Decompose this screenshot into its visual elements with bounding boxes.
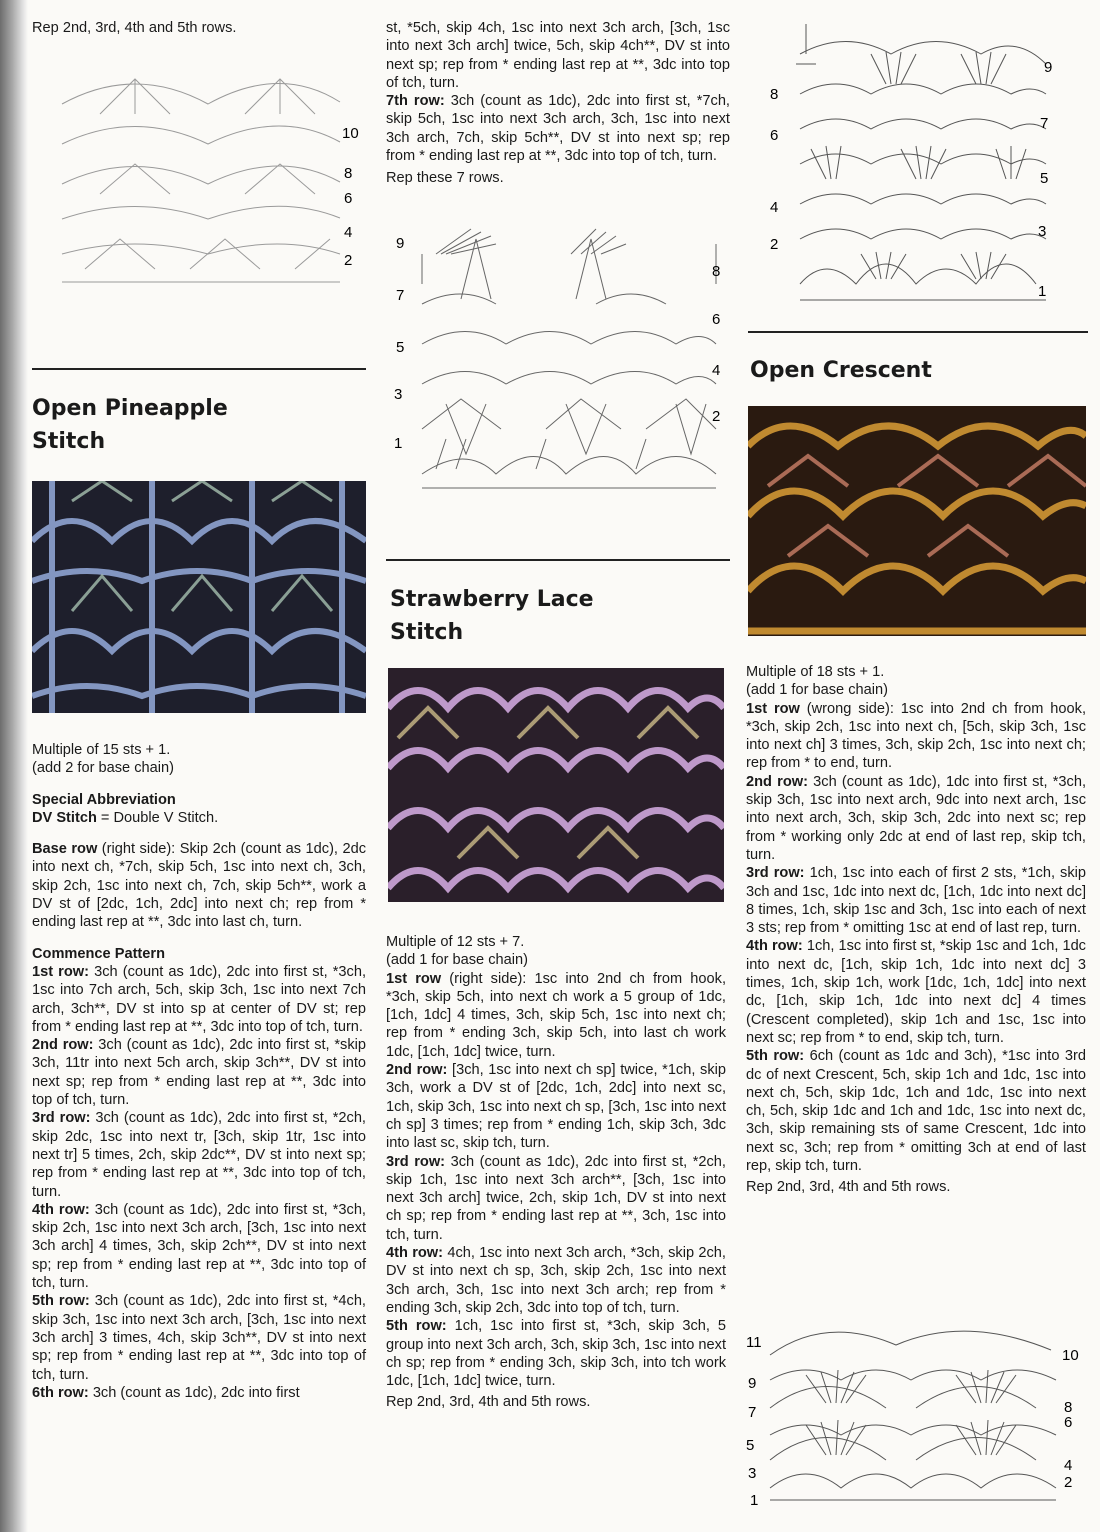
row-instruction: 1st row (right side): 1sc into 2nd ch from hook, *3ch, skip 5ch, into next ch work a 5 group of 1dc, [1ch, 1dc] 4 times, 3ch, skip 5ch, 1sc into next ch; rep from * ending 3ch, skip 5ch, into last ch work 1dc, [1ch, 1dc] twice, turn. — [386, 970, 727, 1060]
photo-open-pineapple — [32, 481, 366, 713]
row-instruction: 3rd row: 1ch, 1sc into each of first 2 sts, *1ch, skip 3ch and 1sc, 1dc into next dc, [1ch, 1dc into next dc] 8 times, 1ch, skip 1sc and 3ch, 1sc into each of next 3 sts; rep from * omitting 1sc at end of last rep, turn. — [746, 865, 1086, 937]
row-number: 4 — [1064, 1457, 1073, 1474]
continued-text: st, *5ch, skip 4ch, 1sc into next 3ch arch, [3ch, 1sc into next 3ch arch] twice, 5ch, skip 4ch**, DV st into next sp; rep from * ending last rep at **, 3dc into top of tch, turn. — [386, 20, 730, 91]
section-rule — [386, 559, 730, 561]
row-number: 2 — [344, 252, 353, 269]
row-number: 1 — [1038, 283, 1047, 300]
row-number: 7 — [1040, 115, 1049, 132]
row-instruction: 4th row: 1ch, 1sc into first st, *skip 1sc and 1ch, 1dc into next dc, [1ch, skip 1ch, 1dc into next dc] 3 times, 1ch, skip 1ch, work [1dc, 1ch, 1dc] into next dc, [1ch, skip 1ch, 1dc into next dc] 4 times (Crescent completed), skip 1ch and 1sc, 1sc into next sc; rep from * to end, skip tch, turn. — [746, 938, 1086, 1046]
row-number: 9 — [1044, 59, 1053, 76]
dv-label: DV Stitch — [32, 809, 97, 826]
row-instruction: 5th row: 6ch (count as 1dc and 3ch), *1sc into 3rd dc of next Crescent, 5ch, skip 1ch and 1dc, 1sc into next ch, 5ch, skip 1dc, 1ch and 1dc, 1sc into next ch, 5ch, skip 1dc and 1ch and 1dc, 1sc into next dc, 3ch, skip remaining sts of same Crescent, 1dc into next sc, 3ch; rep from * omitting 3ch at end of last rep, skip tch, turn. — [746, 1048, 1086, 1175]
row-number: 10 — [1062, 1347, 1079, 1364]
row-number: 7 — [748, 1404, 757, 1421]
chart-diagram-top-right — [766, 24, 1088, 306]
row-number: 3 — [748, 1465, 757, 1482]
chart-diagram-pineapple — [386, 224, 730, 494]
row-instruction: 7th row: 3ch (count as 1dc), 2dc into first st, *7ch, skip 5ch, 1sc into next 3ch arch, 3ch, 1sc into next 3ch arch, 7ch, skip 5ch**, DV st into next sp; rep from * ending last rep at **, 3dc into top of tch, turn. — [386, 93, 730, 165]
section-title-strawberry-lace: Strawberry Lace Stitch — [390, 587, 594, 645]
repeat-text: Rep 2nd, 3rd, 4th and 5th rows. — [386, 1394, 591, 1411]
photo-strawberry-lace — [388, 668, 724, 902]
base-row-label: Base row — [32, 841, 98, 858]
row-instruction: 5th row: 1ch, 1sc into first st, *3ch, skip 3ch, 5 group into next 3ch arch, 3ch, skip 3ch, 1sc into next ch sp; rep from * ending 3ch, skip 3ch, into tch work 1dc, [1ch, 1dc] twice, turn. — [386, 1318, 726, 1390]
book-gutter-shadow — [0, 0, 28, 1532]
row-number: 3 — [1038, 223, 1047, 240]
row-number: 5 — [396, 339, 405, 356]
row-number: 7 — [396, 287, 405, 304]
row-instruction: 2nd row: 3ch (count as 1dc), 2dc into first st, *skip 3ch, 11tr into next 5ch arch, skip 3ch**, DV st into next sp; rep from * ending last rep at **, 3dc into top of tch, turn. — [32, 1037, 367, 1109]
row-number: 6 — [344, 190, 353, 207]
row-number: 5 — [746, 1437, 755, 1454]
section-rule — [32, 368, 366, 370]
strawberry-instructions — [386, 933, 726, 1412]
row-number: 2 — [712, 408, 721, 425]
row-instruction: 6th row: 3ch (count as 1dc), 2dc into first — [32, 1384, 300, 1401]
base-chain-text: (add 1 for base chain) — [746, 682, 888, 699]
row-number: 6 — [712, 311, 721, 328]
dv-definition: = Double V Stitch. — [96, 809, 219, 826]
row-instruction: 3rd row: 3ch (count as 1dc), 2dc into first st, *2ch, skip 1ch, 1sc into next 3ch arch**, [3ch, 1sc into next 3ch arch] twice, 2ch, skip 1ch, DV st into next ch sp; rep from * ending last rep at **, 3ch, 1sc into tch, turn. — [386, 1153, 726, 1243]
row-number: 11 — [746, 1334, 762, 1351]
row-number: 9 — [748, 1375, 757, 1392]
section-rule — [748, 331, 1088, 333]
pineapple-continued — [386, 19, 730, 188]
row-number: 9 — [396, 235, 405, 252]
special-abbrev-heading: Special Abbreviation — [32, 791, 176, 808]
photo-open-crescent — [748, 406, 1086, 636]
chart-diagram-top-left — [40, 54, 366, 286]
row-number: 5 — [1040, 170, 1049, 187]
row-number: 6 — [1064, 1414, 1073, 1431]
row-instruction: 1st row (wrong side): 1sc into 2nd ch from hook, *3ch, skip 2ch, 1sc into next ch, [5ch, skip 3ch, 1sc into next ch] 3 times, 3ch, skip 2ch, 1sc into next ch; rep from * to end, turn. — [746, 700, 1086, 772]
row-number: 1 — [394, 435, 403, 452]
section-title-open-crescent: Open Crescent — [750, 358, 932, 383]
row-instruction: 4th row: 3ch (count as 1dc), 2dc into first st, *3ch, skip 2ch, 1sc into next 3ch arch, [3ch, 1sc into next 3ch arch] 4 times, 3ch, skip 2ch**, DV st into next sp; rep from * ending last rep at **, 3dc into top of tch, turn. — [32, 1201, 366, 1292]
row-number: 2 — [1064, 1474, 1073, 1491]
row-instruction: 4th row: 4ch, 1sc into next 3ch arch, *3ch, skip 2ch, DV st into next ch sp, 3ch, skip 2ch, 1sc into next 3ch arch, 3ch, 1sc into next 3ch arch; rep from * ending 3ch, skip 2ch, 3dc into top of tch, turn. — [386, 1245, 726, 1316]
base-row-text: (right side): Skip 2ch (count as 1dc), 2dc into next ch, *7ch, skip 5ch, 1sc into next ch, 3ch, skip 2ch, 1sc into next ch, 7ch, skip 5ch**, work a DV st of [2dc, 1ch, 2dc] into next ch; rep from * ending last rep at **, 3dc into last ch, turn. — [32, 841, 366, 931]
row-number: 4 — [344, 224, 353, 241]
multiple-text: Multiple of 12 sts + 7. — [386, 934, 525, 950]
multiple-text: Multiple of 18 sts + 1. — [746, 664, 885, 680]
section-title-open-pineapple: Open Pineapple Stitch — [32, 396, 228, 454]
row-number: 3 — [394, 386, 403, 403]
row-instruction: 1st row: 3ch (count as 1dc), 2dc into first st, *3ch, 1sc into 7ch arch, 5ch, skip 3ch, 1sc into next 7ch arch, 3ch**, DV st into sp at center of DV st; rep from * ending last rep at **, 3dc into top of tch, turn. — [32, 963, 366, 1035]
row-number: 10 — [342, 125, 359, 142]
row-number: 8 — [1064, 1399, 1073, 1416]
row-number: 4 — [770, 199, 779, 216]
row-instruction: 2nd row: 3ch (count as 1dc), 1dc into first st, *3ch, skip 3ch, 1sc into next arch, 9dc into next arch, 1sc into next arch, 3ch, skip 3ch, 2dc into next sc; rep from * working only 2dc at end of last rep, skip tch, turn. — [746, 773, 1086, 863]
row-instruction: 3rd row: 3ch (count as 1dc), 2dc into first st, *2ch, skip 2dc, 1sc into next tr, [3ch, skip 1tr, 1sc into next tr] 5 times, 2ch, skip 2dc**, DV st into next sp; rep from * ending last rep at **, 3dc into top of tch, turn. — [32, 1110, 366, 1200]
row-number: 1 — [750, 1492, 759, 1509]
base-chain-text: (add 2 for base chain) — [32, 760, 174, 777]
row-number: 4 — [712, 362, 721, 379]
crescent-instructions — [746, 663, 1086, 1197]
commence-heading: Commence Pattern — [32, 945, 166, 962]
intro-rep-text: Rep 2nd, 3rd, 4th and 5th rows. — [32, 20, 237, 36]
row-number: 6 — [770, 127, 779, 144]
pineapple-instructions — [32, 741, 366, 1402]
multiple-text: Multiple of 15 sts + 1. — [32, 742, 171, 758]
row-number: 8 — [712, 263, 721, 280]
chart-diagram-open-crescent — [746, 1320, 1092, 1516]
row-instruction: 2nd row: [3ch, 1sc into next ch sp] twice, *1ch, skip 3ch, work a DV st of [2dc, 1ch, 2dc] into next sc, 1ch, skip 3ch, 1sc into next ch sp, [3ch, 1sc into next ch sp] 3 times; rep from * ending 1ch, skip 3ch, 3dc into last sc, skip tch, turn. — [386, 1062, 726, 1152]
row-instruction: 5th row: 3ch (count as 1dc), 2dc into first st, *4ch, skip 3ch, 1sc into next 3ch arch, [3ch, 1sc into next 3ch arch] 3 times, 4ch, skip 3ch**, DV st into next sp; rep from * ending last rep at **, 3dc into top of tch, turn. — [32, 1293, 366, 1383]
row-number: 8 — [770, 86, 779, 103]
row-number: 2 — [770, 236, 779, 253]
base-chain-text: (add 1 for base chain) — [386, 952, 528, 969]
repeat-text: Rep 2nd, 3rd, 4th and 5th rows. — [746, 1179, 951, 1196]
row-number: 8 — [344, 165, 353, 182]
repeat-text: Rep these 7 rows. — [386, 170, 504, 187]
